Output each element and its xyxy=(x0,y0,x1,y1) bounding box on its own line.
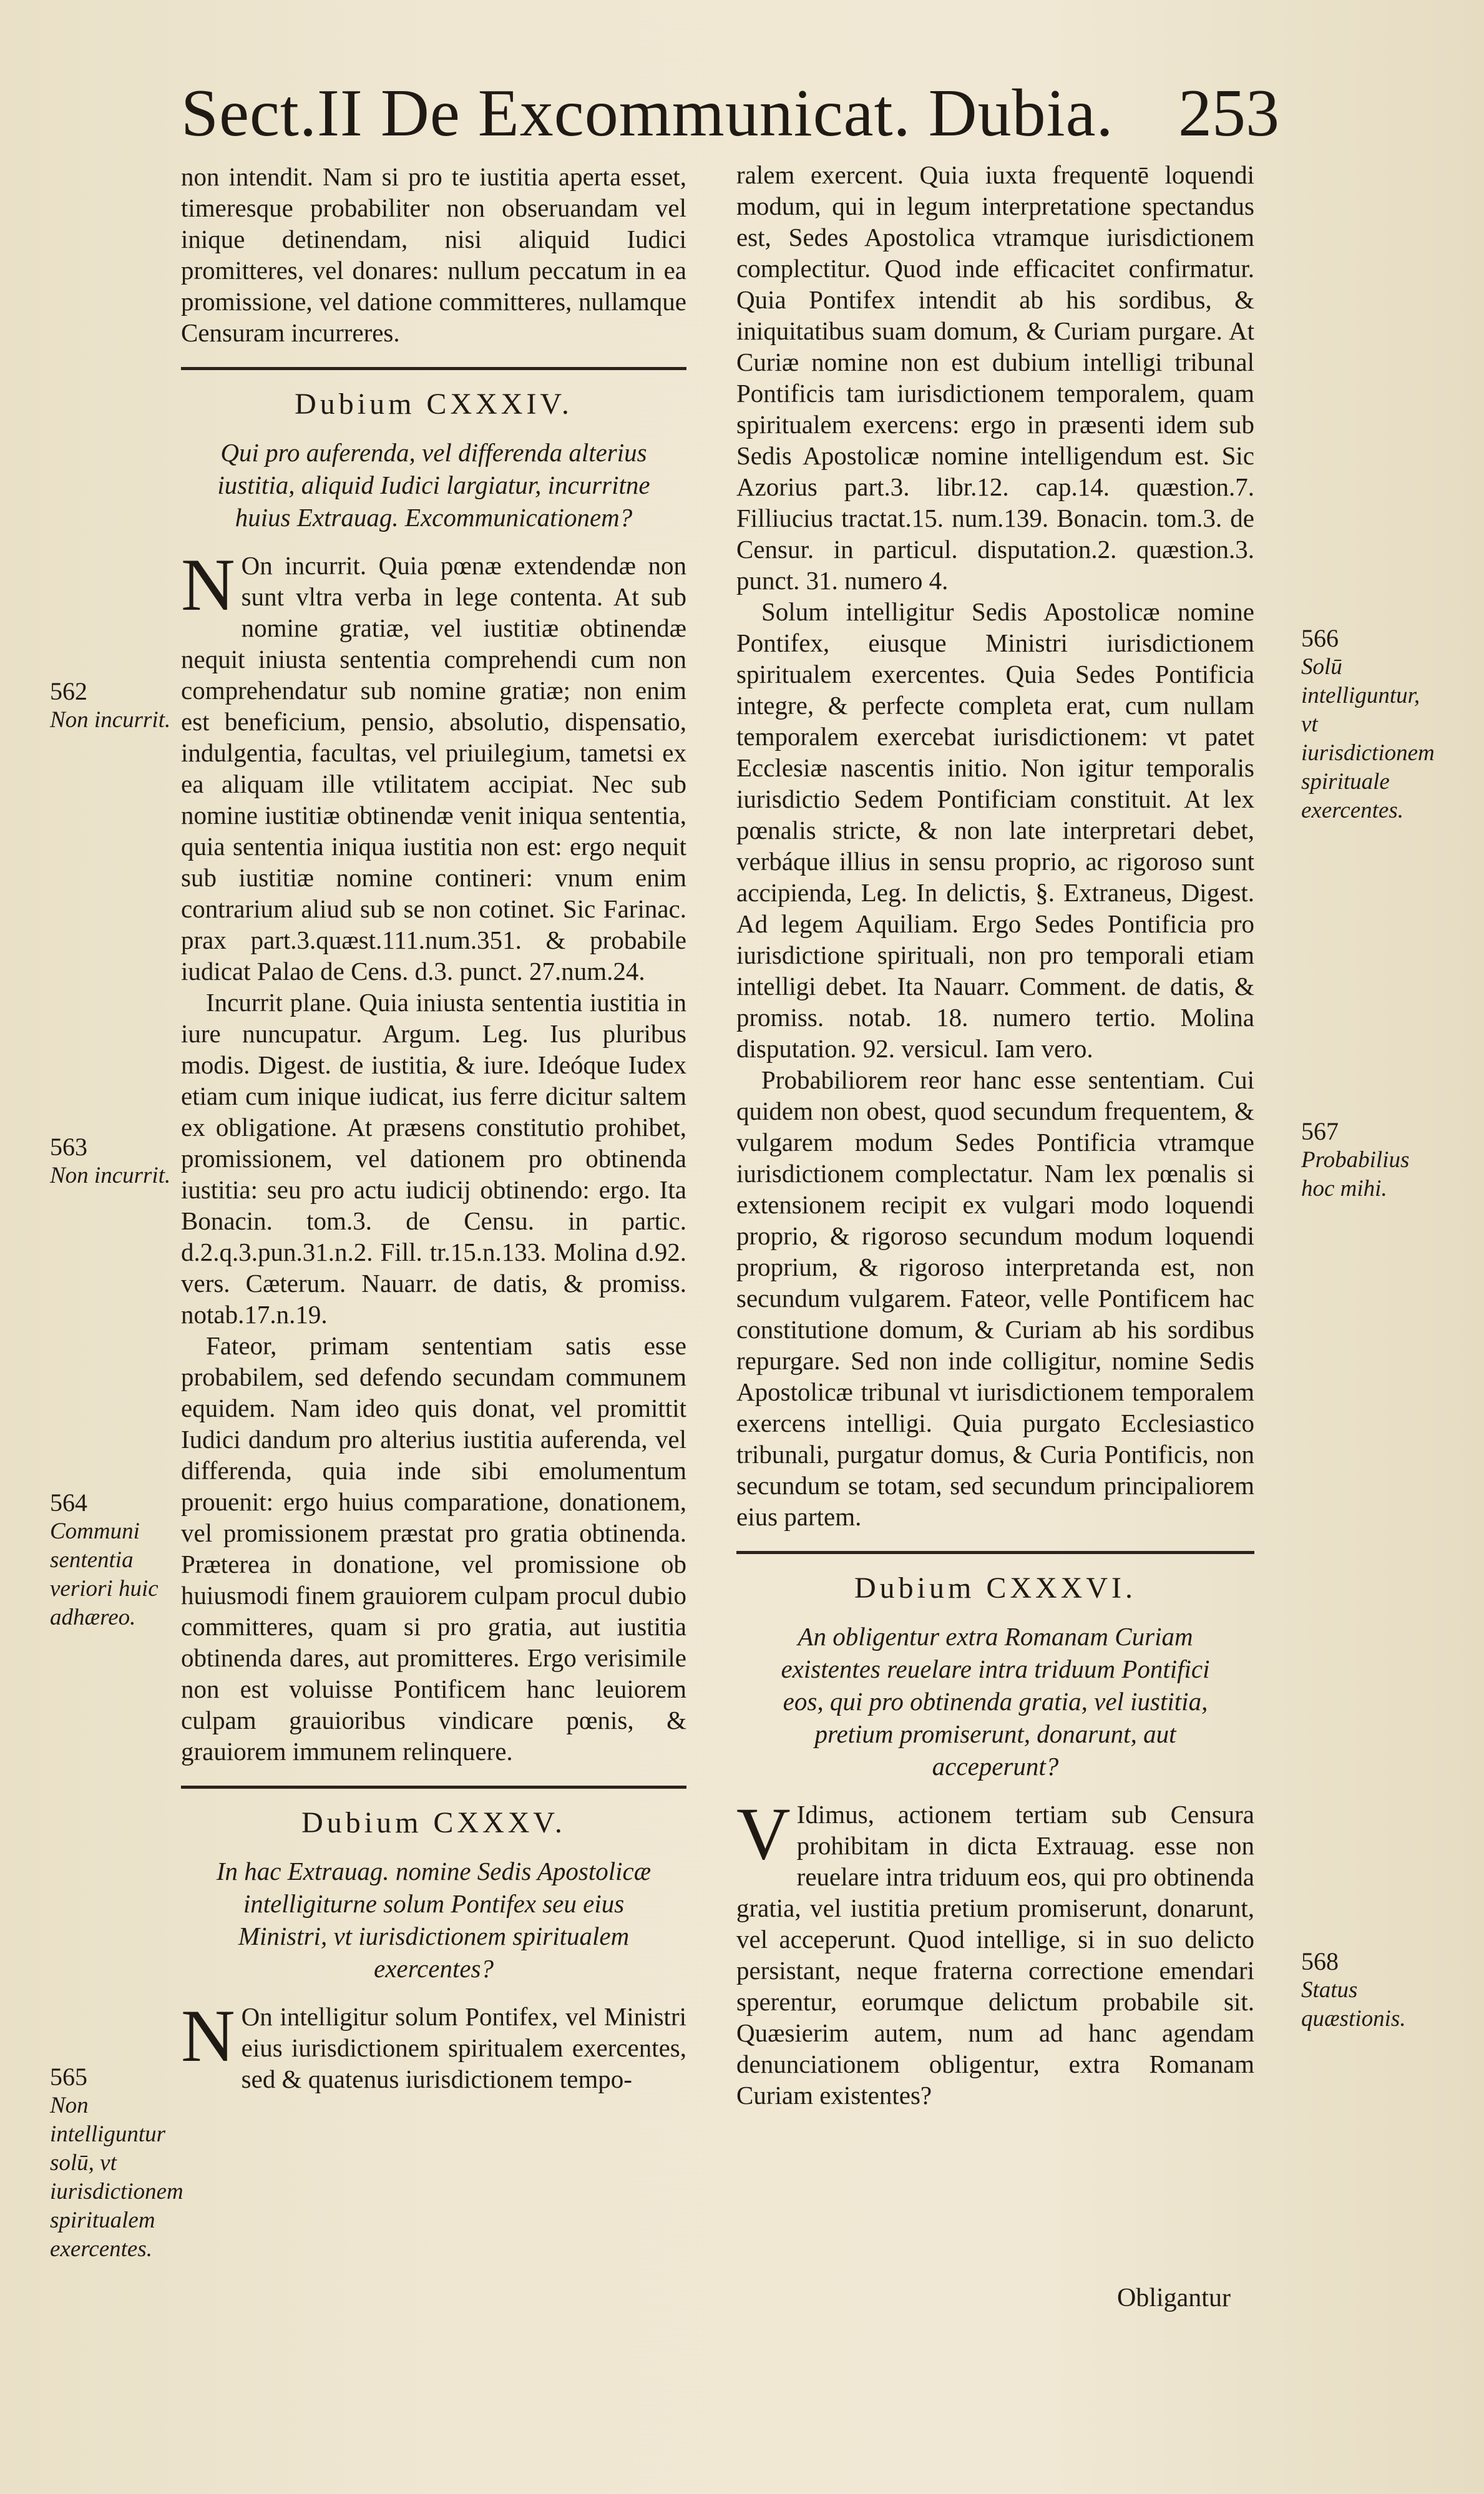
drop-cap: N xyxy=(181,543,235,626)
margin-text: Solū intelliguntur, vt iurisdictionem spirituale exercentes. xyxy=(1301,654,1435,823)
paragraph: ralem exercent. Quia iuxta frequentē loquendi modum, qui in legum interpretatione spectandus est, Sedes Apostolica vtramque iurisdictionem complectitur. Quod inde efficacitet confirmatur. Quia Pontifex intendit ab his sordibus, & iniquitatibus suam domum, & Curiam purgare. At Curiæ nomine non est dubium intelligi tribunal Pontificis tam iurisdictionem temporalem, quam spiritualem exercens: ergo in præsenti idem sub Sedis Apostolicæ nomine intelligendum est. Sic Azorius part.3. libr.12. cap.14. quæstion.7. Filliucius tractat.15. num.139. Bonacin. tom.3. de Censur. in particul. disputation.2. quæstion.3. punct. 31. numero 4. xyxy=(736,160,1254,595)
dubium-question: In hac Extrauag. nomine Sedis Apostolicæ intelligiturne solum Pontifex seu eius Ministri, vt iurisdictionem spiritualem exercentes? xyxy=(216,1857,652,1983)
margin-text: Status quæstionis. xyxy=(1301,1977,1406,2032)
paragraph xyxy=(181,543,686,987)
margin-number: 566 xyxy=(1301,624,1339,652)
paragraph: Probabiliorem reor hanc esse sententiam. Cui quidem non obest, quod secundum frequentem, & vulgarem modum Sedes Pontificia vtramque iurisdictionem complectatur. Nam lex pœnalis si extensionem recipit ex vulgari modo loquendi proprio, & rigoroso secundum modum loquendi proprium, & rigoroso interpretanda est, non secundum vulgarem. Fateor, velle Pontificem hac constitutione domum, & Curiam ab his sordibus repurgare. Sed non inde colligitur, nomine Sedis Apostolicæ tribunal vt iurisdictionem temporalem exercens intelligi. Quia purgato Ecclesiastico tribunali, purgatur domus, & Curia Pontificis, non secundum se totam, sed secundum principaliorem eius partem. xyxy=(736,1065,1254,1531)
right-column xyxy=(736,159,1254,2111)
margin-number: 562 xyxy=(50,677,87,705)
margin-number: 567 xyxy=(1301,1117,1339,1145)
drop-cap: V xyxy=(736,1792,791,1875)
margin-note xyxy=(50,1489,175,1632)
paragraph-text: Idimus, actionem tertiam sub Censura prohibitam in dicta Extrauag. esse non reuelare intra triduum eos, qui pro obtinenda gratia, vel iustitia pretium promiserunt, donarunt, vel acceperunt. Quod intellige, si in suo delicto persistant, neque fraterna correctione emendari sperentur, eorumque delictum probabile sit. Quæsierim autem, num ad hanc agendam denunciationem obligentur, extra Romanam Curiam existentes? xyxy=(736,1800,1254,2110)
margin-text: Communi sententia veriori huic adhæreo. xyxy=(50,1518,159,1630)
paragraph: Solum intelligitur Sedis Apostolicæ nomine Pontifex, eiusque Ministri iurisdictionem spiritualem exercentes. Quia Sedes Pontificia integre, & perfecte completa erat, cum nullam temporalem exercebat iurisdictionem: vt patet Ecclesiæ nascentis initio. Non igitur temporalis iurisdictio Sedem Pontificiam constituit. At lex pœnalis stricte, & non late interpretari debet, verbáque illius in sensu proprio, ac rigoroso sunt accipienda, Leg. In delictis, §. Extraneus, Digest. Ad legem Aquiliam. Ergo Sedes Pontificia pro iurisdictione spirituali, non pro temporali etiam intelligi debet. Ita Nauarr. Comment. de datis, & promiss. notab. 18. numero tertio. Molina disputation. 92. versicul. Iam vero. xyxy=(736,597,1254,1063)
running-header xyxy=(181,75,1279,169)
dubium-heading: Dubium CXXXIV. xyxy=(295,388,573,421)
margin-number: 565 xyxy=(50,2063,87,2091)
margin-text: Non incurrit. xyxy=(50,707,171,733)
margin-text: Non intelliguntur solū, vt iurisdictionem spiritualem exercentes. xyxy=(50,2093,183,2262)
margin-text: Non incurrit. xyxy=(50,1163,171,1188)
paragraph-text: On intelligitur solum Pontifex, vel Ministri eius iurisdictionem spiritualem exercentes, sed & quatenus iurisdictionem tempo- xyxy=(241,2002,686,2093)
paragraph: non intendit. Nam si pro te iustitia aperta esset, timeresque probabiliter non obseruandam vel inique detinendam, nisi aliquid Iudici promitteres, vel donares: nullum peccatum in ea promissione, vel datione committeres, nullamque Censuram incurreres. xyxy=(181,162,686,347)
margin-number: 563 xyxy=(50,1133,87,1161)
drop-cap: N xyxy=(181,1994,235,2077)
dubium-question: An obligentur extra Romanam Curiam existentes reuelare intra triduum Pontifici eos, qui pro obtinenda gratia, vel iustitia, pretium promiserunt, donarunt, aut acceperunt? xyxy=(781,1622,1210,1781)
dubium-heading: Dubium CXXXV. xyxy=(301,1806,566,1839)
section-divider xyxy=(181,367,686,370)
margin-note xyxy=(50,677,175,735)
margin-note xyxy=(50,1133,175,1190)
dubium-question: Qui pro auferenda, vel differenda alterius iustitia, aliquid Iudici largiatur, incurritne huius Extrauag. Excommunicationem? xyxy=(217,438,650,532)
paragraph-text: On incurrit. Quia pœnæ extendendæ non sunt vltra verba in lege contenta. At sub nomine gratiæ, vel iustitiæ obtinendæ nequit iniusta sententia comprehendi cum non comprehendatur sub nomine gratiæ; non enim est beneficium, pensio, absolutio, dispensatio, indulgentia, facultas, vel priuilegium, tametsi ex ea aliquam ille vtilitatem accipiat. Nec sub nomine iustitiæ obtinendæ venit iniqua sententia, quia sententia iniqua iustitia non est: ergo nequit sub iustitiæ nomine contineri: vnum enim contrarium aliud sub se non cotinet. Sic Farinac. prax part.3.quæst.111.num.351. & probabile iudicat Palao de Cens. d.3. punct. 27.num.24. xyxy=(181,551,686,985)
margin-note xyxy=(1301,1947,1426,2033)
margin-number: 568 xyxy=(1301,1947,1339,1975)
margin-text: Probabilius hoc mihi. xyxy=(1301,1147,1410,1201)
section-divider xyxy=(736,1551,1254,1554)
page-title: Sect.II De Excommunicat. Dubia. xyxy=(181,76,1114,150)
paragraph xyxy=(736,1792,1254,2111)
paragraph: Incurrit plane. Quia iniusta sententia iustitia in iure nuncupatur. Argum. Leg. Ius pluribus modis. Digest. de iustitia, & iure. Ideóque Iudex etiam cum inique iudicat, ius ferre dicitur saltem ex obligatione. At præsens constitutio prohibet, promissionem, vel dationem pro obtinenda iustitia: seu pro actu iudicij obtinendo: ergo. Ita Bonacin. tom.3. de Censu. in partic. d.2.q.3.pun.31.n.2. Fill. tr.15.n.133. Molina d.92. vers. Cæterum. Nauarr. de datis, & promiss. notab.17.n.19. xyxy=(181,988,686,1329)
catchword: Obligantur xyxy=(1117,2284,1231,2312)
margin-note xyxy=(50,2063,183,2264)
page-number: 253 xyxy=(1178,76,1279,150)
paragraph: Fateor, primam sententiam satis esse probabilem, sed defendo secundam communem equidem. Nam ideo quis donat, vel promittit Iudici dandum pro alterius iustitia auferenda, vel differenda, quia inde sibi emolumentum prouenit: ergo huius comparatione, donationem, vel promissionem præstat pro gratia obtinenda. Præterea in donatione, vel promissione ob huiusmodi finem grauiorem culpam procul dubio committeres, quam si pro gratia, aut iustitia obtinenda dares, aut promitteres. Ergo verisimile non est voluisse Pontificem hanc leuiorem culpam grauioribus vindicare pœnis, & grauiorem immunem relinquere. xyxy=(181,1331,686,1766)
margin-note xyxy=(1301,624,1435,825)
section-divider xyxy=(181,1786,686,1789)
margin-note xyxy=(1301,1117,1426,1203)
margin-number: 564 xyxy=(50,1489,87,1517)
left-column xyxy=(181,161,686,2095)
dubium-heading: Dubium CXXXVI. xyxy=(854,1572,1136,1605)
paragraph xyxy=(181,1994,686,2095)
